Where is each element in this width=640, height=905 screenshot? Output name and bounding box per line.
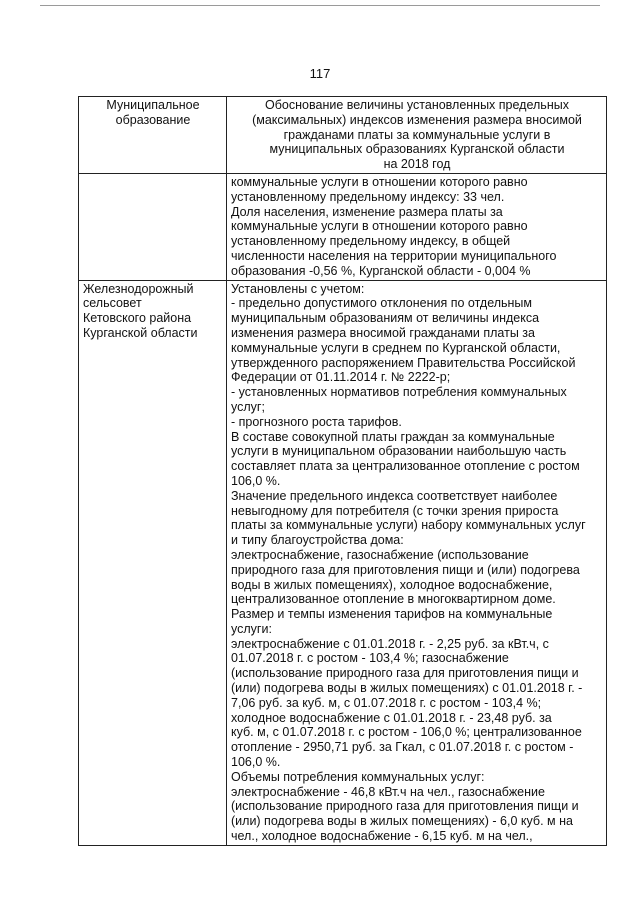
text-line: установленному предельному индексу: 33 чел. [231, 189, 505, 204]
municipality-line: Железнодорожный [83, 281, 194, 296]
text-line: воды в жилых помещениях), холодное водоснабжение, [231, 577, 553, 592]
header-justification [227, 97, 607, 174]
text-line: численности населения на территории муниципального [231, 248, 557, 263]
text-line: (использование природного газа для приготовления пищи и [231, 666, 579, 681]
header-line: (максимальных) индексов изменения размера вносимой [252, 112, 582, 127]
text-line: - установленных нормативов потребления коммунальных [231, 385, 567, 400]
text-line: невыгодному для потребителя (с точки зрения прироста [231, 503, 559, 518]
text-line: 01.07.2018 г. с ростом - 103,4 %; газоснабжение [231, 651, 509, 666]
text-line: Установлены с учетом: [231, 281, 365, 296]
table-row-continuation [79, 173, 607, 280]
text-line: электроснабжение с 01.01.2018 г. - 2,25 руб. за кВт.ч, с [231, 636, 549, 651]
header-line: муниципальных образованиях Курганской области [269, 142, 565, 157]
text-line: услуги в муниципальном образовании наибольшую часть [231, 444, 567, 459]
text-line: и типу благоустройства дома: [231, 533, 404, 548]
text-line: коммунальные услуги в отношении которого равно [231, 219, 528, 234]
text-line: изменения размера вносимой гражданами платы за [231, 325, 535, 340]
text-line: услуги: [231, 621, 272, 636]
text-line: коммунальные услуги в среднем по Курганской области, [231, 340, 561, 355]
text-line: платы за коммунальные услуги) набору коммунальных услуг [231, 518, 586, 533]
text-line: (или) подогрева воды в жилых помещениях) - 6,0 куб. м на [231, 814, 573, 829]
table-row-zheleznodorozhny [79, 280, 607, 845]
text-line: Значение предельного индекса соответствует наиболее [231, 488, 558, 503]
text-line: чел., холодное водоснабжение - 6,15 куб. м на чел., [231, 829, 533, 844]
text-line: 106,0 %. [231, 473, 281, 488]
justification-text [227, 280, 607, 845]
text-line: - прогнозного роста тарифов. [231, 414, 402, 429]
text-line: (или) подогрева воды в жилых помещениях) с 01.01.2018 г. - [231, 681, 583, 696]
text-line: образования -0,56 %, Курганской области - 0,004 % [231, 263, 531, 278]
text-line: централизованное отопление в многоквартирном доме. [231, 592, 556, 607]
header-line: на 2018 год [383, 157, 451, 172]
header-line: гражданами платы за коммунальные услуги в [283, 127, 551, 142]
text-line: установленному предельному индексу, в общей [231, 234, 511, 249]
text-line: (использование природного газа для приготовления пищи и [231, 799, 579, 814]
municipality-name [79, 280, 227, 845]
text-line: природного газа для приготовления пищи и (или) подогрева [231, 562, 580, 577]
table-header-row [79, 97, 607, 174]
text-line: Федерации от 01.11.2014 г. № 2222-р; [231, 370, 451, 385]
text-line: муниципальным образованиям от величины индекса [231, 311, 540, 326]
municipality-line: Курганской области [83, 325, 198, 340]
text-line: 7,06 руб. за куб. м, с 01.07.2018 г. с ростом - 103,4 %; [231, 695, 542, 710]
text-line: услуг; [231, 399, 265, 414]
municipality-line: сельсовет [83, 296, 142, 311]
text-line: отопление - 2950,71 руб. за Гкал, с 01.07.2018 г. с ростом - [231, 740, 574, 755]
text-line: электроснабжение - 46,8 кВт.ч на чел., газоснабжение [231, 784, 545, 799]
text-line: электроснабжение, газоснабжение (использование [231, 547, 529, 562]
text-line: В составе совокупной платы граждан за коммунальные [231, 429, 555, 444]
scan-artifact-line [40, 5, 600, 6]
page-number: 117 [309, 66, 331, 81]
text-line: Доля населения, изменение размера платы за [231, 204, 503, 219]
continuation-municipality-cell [79, 173, 227, 280]
text-line: - предельно допустимого отклонения по отдельным [231, 296, 533, 311]
text-line: Размер и темпы изменения тарифов на коммунальные [231, 607, 553, 622]
text-line: Объемы потребления коммунальных услуг: [231, 769, 485, 784]
text-line: составляет плата за централизованное отопление с ростом [231, 459, 580, 474]
justification-table [78, 96, 607, 846]
text-line: 106,0 %. [231, 755, 281, 770]
text-line: холодное водоснабжение с 01.01.2018 г. - 23,48 руб. за [231, 710, 552, 725]
text-line: куб. м, с 01.07.2018 г. с ростом - 106,0 %; централизованное [231, 725, 582, 740]
text-line: коммунальные услуги в отношении которого равно [231, 174, 528, 189]
header-line: Обоснование величины установленных предельных [265, 98, 569, 112]
header-municipality: Муниципальное образование [79, 97, 227, 174]
municipality-line: Кетовского района [83, 311, 192, 326]
text-line: утвержденного распоряжением Правительства Российской [231, 355, 576, 370]
continuation-text [227, 173, 607, 280]
